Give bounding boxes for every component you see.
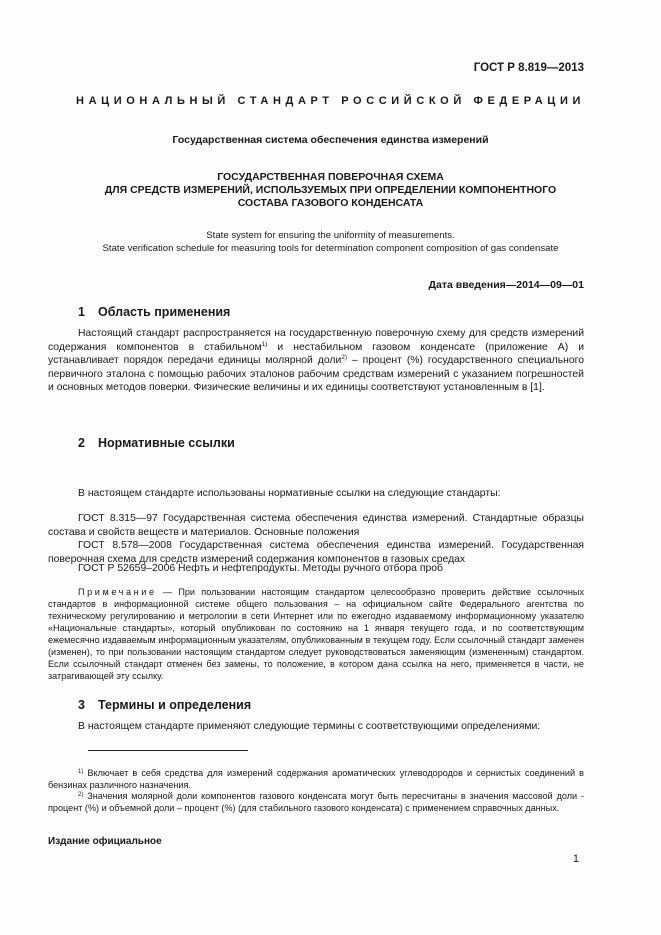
section-number: 1 — [78, 305, 85, 319]
section-title: Область применения — [98, 305, 231, 319]
title-line: ГОСУДАРСТВЕННАЯ ПОВЕРОЧНАЯ СХЕМА — [217, 171, 444, 183]
note-paragraph — [48, 586, 584, 682]
english-title-line: State verification schedule for measuring tools for determination component composition of gas condensate — [102, 243, 559, 254]
national-standard-banner: НАЦИОНАЛЬНЫЙ СТАНДАРТ РОССИЙСКОЙ ФЕДЕРАЦИИ — [76, 95, 585, 107]
paragraph-text: и нестабильном газовом конденсате (приложение А) и устанавливает порядок передачи единицы молярной доли — [48, 341, 584, 366]
document-code: ГОСТ Р 8.819—2013 — [473, 62, 584, 74]
section-title: Термины и определения — [98, 698, 252, 712]
title-line: ДЛЯ СРЕДСТВ ИЗМЕРЕНИЙ, ИСПОЛЬЗУЕМЫХ ПРИ ОПРЕДЕЛЕНИИ КОМПОНЕНТНОГО — [104, 184, 557, 196]
terms-intro: В настоящем стандарте применяют следующие термины с соответствующими определениями: — [78, 721, 541, 732]
paragraph-text: Настоящий стандарт распространяется на государственную поверочную схему для средств измерений содержания компонентов в стабильном — [48, 328, 584, 353]
section-1-heading — [78, 305, 230, 319]
reference-item: ГОСТ 8.315—97 Государственная система обеспечения единства измерений. Стандартные образцы состава и свойств веществ и материалов. Основные положения — [48, 513, 584, 538]
footnote-text: Значения молярной доли компонентов газового конденсата могут быть пересчитаны в значения массовой доли - процент (%) и объемной доли – процент (%) (для стабильного газового конденсата) с применением справочных данных. — [48, 791, 584, 813]
paragraph-text: – процент (%) государственного специального первичного эталона с помощью рабочих эталонов рабочим средствам измерений с указанием погрешностей и основных методов поверки. Физические величины и их единицы соответствуют установленным в [1]. — [48, 355, 584, 393]
official-edition-label: Издание официальное — [48, 836, 162, 847]
section-1-paragraph — [48, 327, 584, 395]
footnote-ref-1: 1) — [261, 340, 268, 348]
references-intro: В настоящем стандарте использованы нормативные ссылки на следующие стандарты: — [78, 488, 501, 499]
system-title: Государственная система обеспечения единства измерений — [172, 134, 489, 146]
footnote-mark: 2) — [78, 792, 84, 798]
introduction-date: Дата введения—2014—09—01 — [428, 279, 584, 291]
english-title-line: State system for ensuring the uniformity of measurements. — [206, 230, 455, 241]
footnote-text: Включает в себя средства для измерений содержания ароматических углеводородов и сернистых соединений в бензинах различного назначения. — [48, 768, 584, 790]
reference-item: ГОСТ Р 52659–2006 Нефть и нефтепродукты. Методы ручного отбора проб — [78, 563, 443, 574]
note-text: — При пользовании настоящим стандартом целесообразно проверить действие ссылочных стандартов в информационной системе общего пользования – на официальном сайте Федерального агентства по техническому регулированию и метрологии в сети Интернет или по ежегодно издаваемому информационному указателю «Национальные стандарты», который опубликован по состоянию на 1 января текущего года, и по соответствующим ежемесячно издаваемым информационным указателям, опубликованным в текущем году. Если ссылочный стандарт заменен (изменен), то при пользовании настоящим стандартом следует руководствоваться заменяющим (измененным) стандартом. Если ссылочный стандарт отменен без замены, то положение, в котором дана ссылка на него, применяется в части, не затрагивающей эту ссылку. — [48, 587, 584, 681]
section-title: Нормативные ссылки — [98, 436, 235, 450]
section-number: 3 — [78, 698, 85, 712]
footnote — [48, 768, 584, 791]
section-number: 2 — [78, 436, 85, 450]
english-title — [40, 229, 621, 255]
reference-item: ГОСТ 8.578—2008 Государственная система обеспечения единства измерений. Государственная поверочная схема для средств измерений содержания компонентов в газовых средах — [48, 540, 584, 565]
title-line: СОСТАВА ГАЗОВОГО КОНДЕНСАТА — [237, 197, 424, 209]
document-title — [60, 171, 601, 210]
footnote — [48, 791, 584, 814]
section-3-heading — [78, 698, 251, 712]
footnote-mark: 1) — [78, 769, 84, 775]
footnote-ref-2: 2) — [341, 354, 348, 361]
footnote-separator — [88, 750, 248, 751]
note-label: Примечание — [78, 587, 157, 597]
section-2-heading — [78, 436, 235, 450]
page-number: 1 — [572, 853, 579, 865]
